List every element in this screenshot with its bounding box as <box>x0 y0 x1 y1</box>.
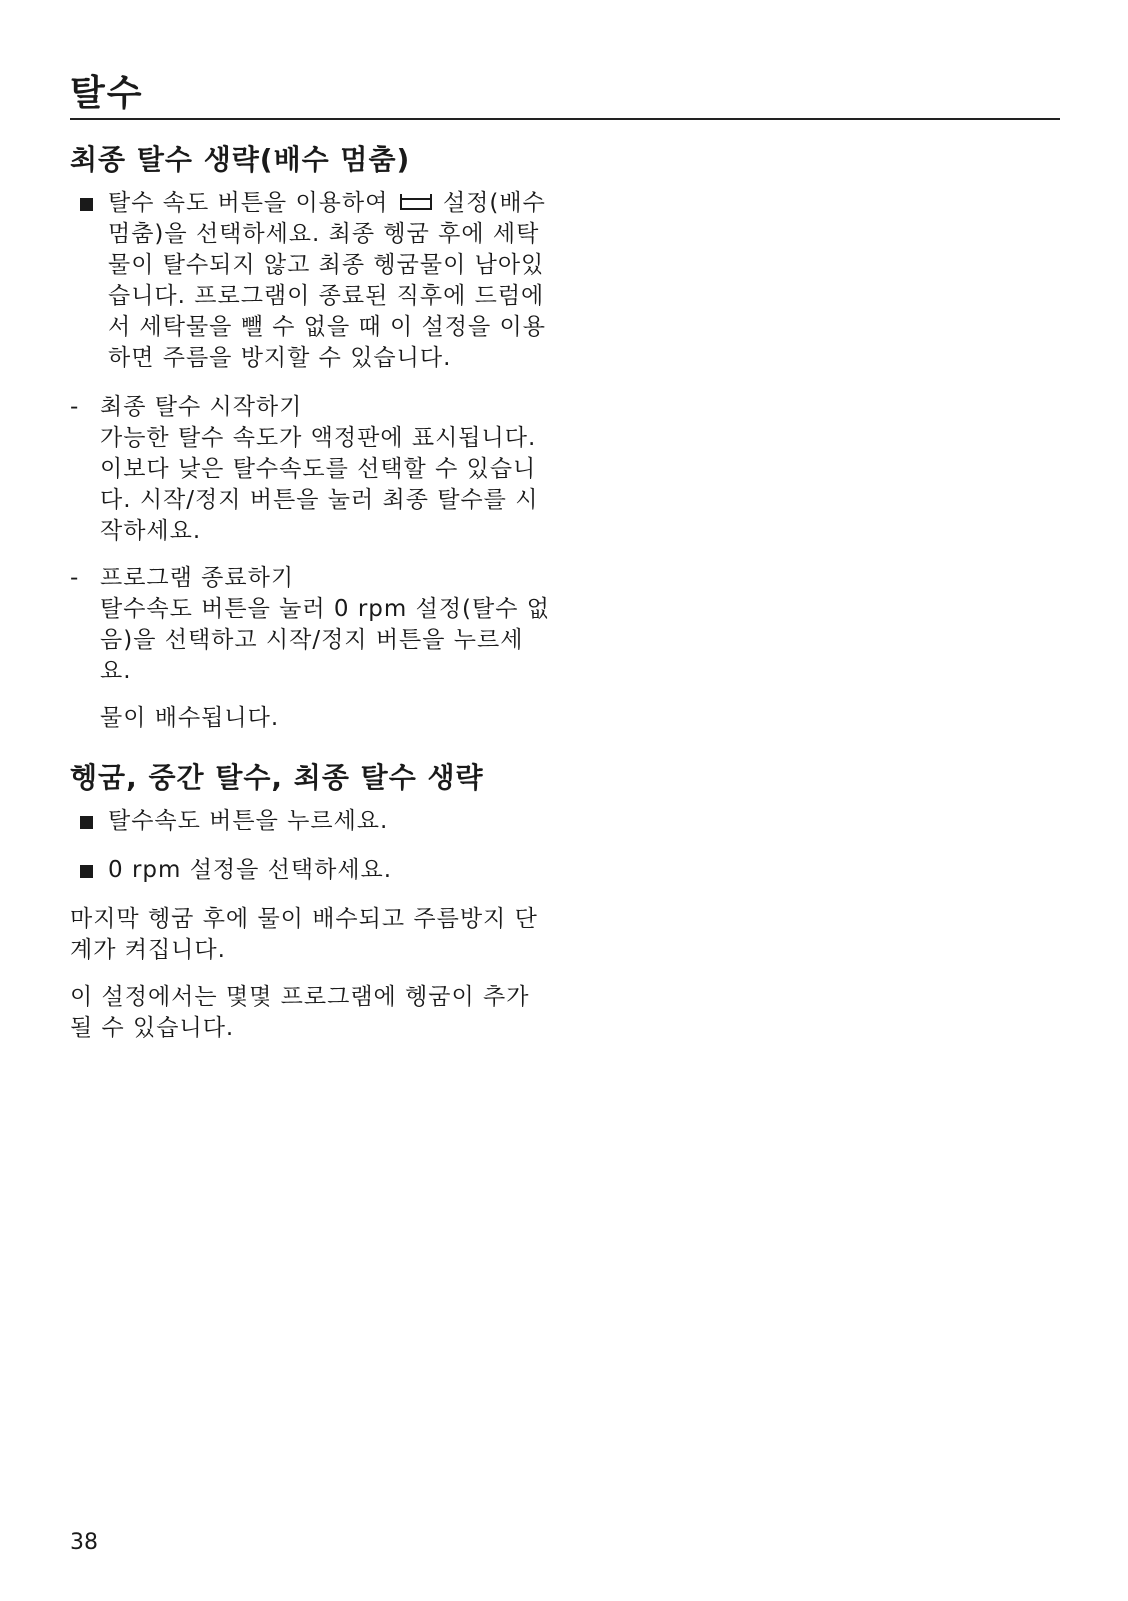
section-heading-final-spin-skip: 최종 탈수 생략(배수 멈춤) <box>70 143 411 176</box>
dash-bullet: - <box>70 394 80 420</box>
page-title: 탈수 <box>70 73 144 114</box>
paragraph-crease-guard: 마지막 헹굼 후에 물이 배수되고 주름방지 단계가 켜집니다. <box>70 906 538 963</box>
instruction-text-part1: 탈수 속도 버튼을 이용하여 <box>108 190 389 216</box>
list-item-text: 탈수속도 버튼을 눌러 0 rpm 설정(탈수 없음)을 선택하고 시작/정지 버튼을 누르세요. <box>100 596 550 684</box>
square-bullet-icon <box>80 865 93 878</box>
list-item-text: 가능한 탈수 속도가 액정판에 표시됩니다. 이보다 낮은 탈수속도를 선택할 수 있습니다. 시작/정지 버튼을 눌러 최종 탈수를 시작하세요. <box>100 425 539 544</box>
list-item-title: 최종 탈수 시작하기 <box>100 394 303 420</box>
dash-bullet: - <box>70 565 80 591</box>
instruction-select-0rpm <box>70 855 550 886</box>
instruction-text-part2: 설정(배수 멈춤)을 선택하세요. 최종 헹굼 후에 세탁물이 탈수되지 않고 최종 헹굼물이 남아있습니다. 프로그램이 종료된 직후에 드럼에서 세탁물을 뺄 수 없을 때 이 설정을 이용하면 주름을 방지할 수 있습니다. <box>108 190 546 371</box>
instruction-text: 탈수속도 버튼을 누르세요. <box>108 808 389 834</box>
list-item-title: 프로그램 종료하기 <box>100 565 295 591</box>
list-item-start-final-spin <box>70 392 550 547</box>
list-item-end-program <box>70 563 550 687</box>
title-rule <box>70 118 1060 120</box>
paragraph-extra-rinse: 이 설정에서는 몇몇 프로그램에 헹굼이 추가될 수 있습니다. <box>70 984 530 1041</box>
instruction-text: 0 rpm 설정을 선택하세요. <box>108 857 393 883</box>
drain-stop-icon <box>399 192 433 212</box>
content-column <box>70 140 550 1060</box>
instruction-press-spin-button <box>70 806 550 837</box>
drain-note: 물이 배수됩니다. <box>100 705 280 731</box>
section-heading-rinse-spin-skip: 헹굼, 중간 탈수, 최종 탈수 생략 <box>70 761 484 794</box>
square-bullet-icon <box>80 816 93 829</box>
square-bullet-icon <box>80 198 93 211</box>
instruction-select-drain-stop <box>70 188 550 374</box>
page-number: 38 <box>70 1530 98 1555</box>
